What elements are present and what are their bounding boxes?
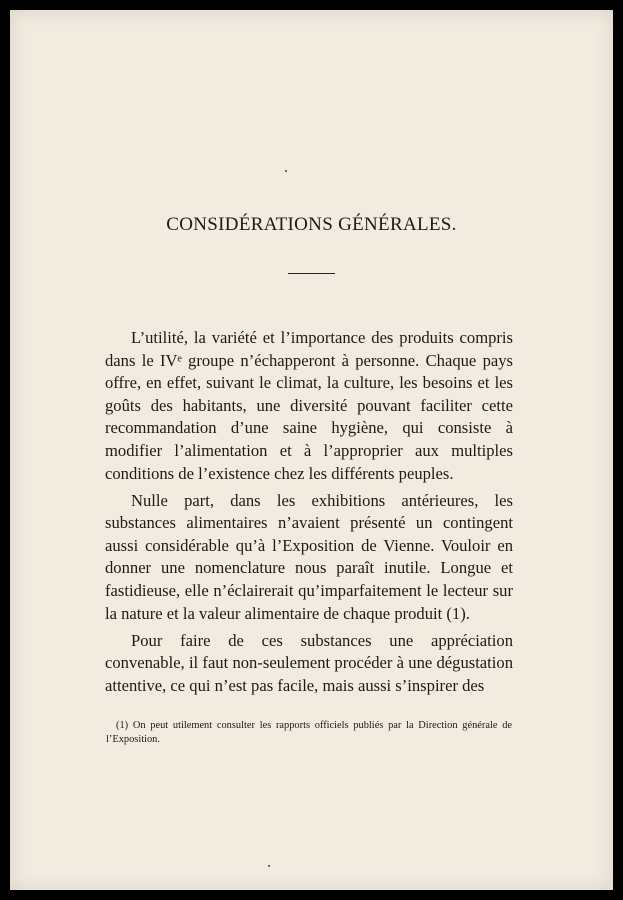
document-page [10,10,613,890]
body-text [105,327,513,702]
paper-speck [285,170,287,172]
paragraph-2: Nulle part, dans les exhibitions antérieures, les substances alimentaires n’avaient présenté un contingent aussi considérable qu’à l’Exposition de Vienne. Vouloir en donner une nomenclature nous paraît inutile. Longue et fastidieuse, elle n’éclairerait qu’imparfaitement le lecteur sur la nature et la valeur alimentaire de chaque produit (1). [105,490,513,623]
page-title: CONSIDÉRATIONS GÉNÉRALES. [166,214,457,235]
paragraph-1: L’utilité, la variété et l’importance des produits compris dans le IVᵉ groupe n’échapperont à personne. Chaque pays offre, en effet, suivant le climat, la culture, les besoins et les goûts des habitants, une diversité pouvant faciliter cette recommandation d’une saine hygiène, qui consiste à modifier l’alimentation et à l’approprier aux multiples conditions de l’existence chez les différents peuples. [105,328,513,483]
paper-speck [268,865,270,867]
paragraph-3: Pour faire de ces substances une appréciation convenable, il faut non-seulement procéder à une dégustation attentive, ce qui n’est pas facile, mais aussi s’inspirer des [105,630,513,695]
footnote: (1) On peut utilement consulter les rapports officiels publiés par la Direction générale de l’Exposition. [106,720,512,745]
title-divider [288,273,335,274]
